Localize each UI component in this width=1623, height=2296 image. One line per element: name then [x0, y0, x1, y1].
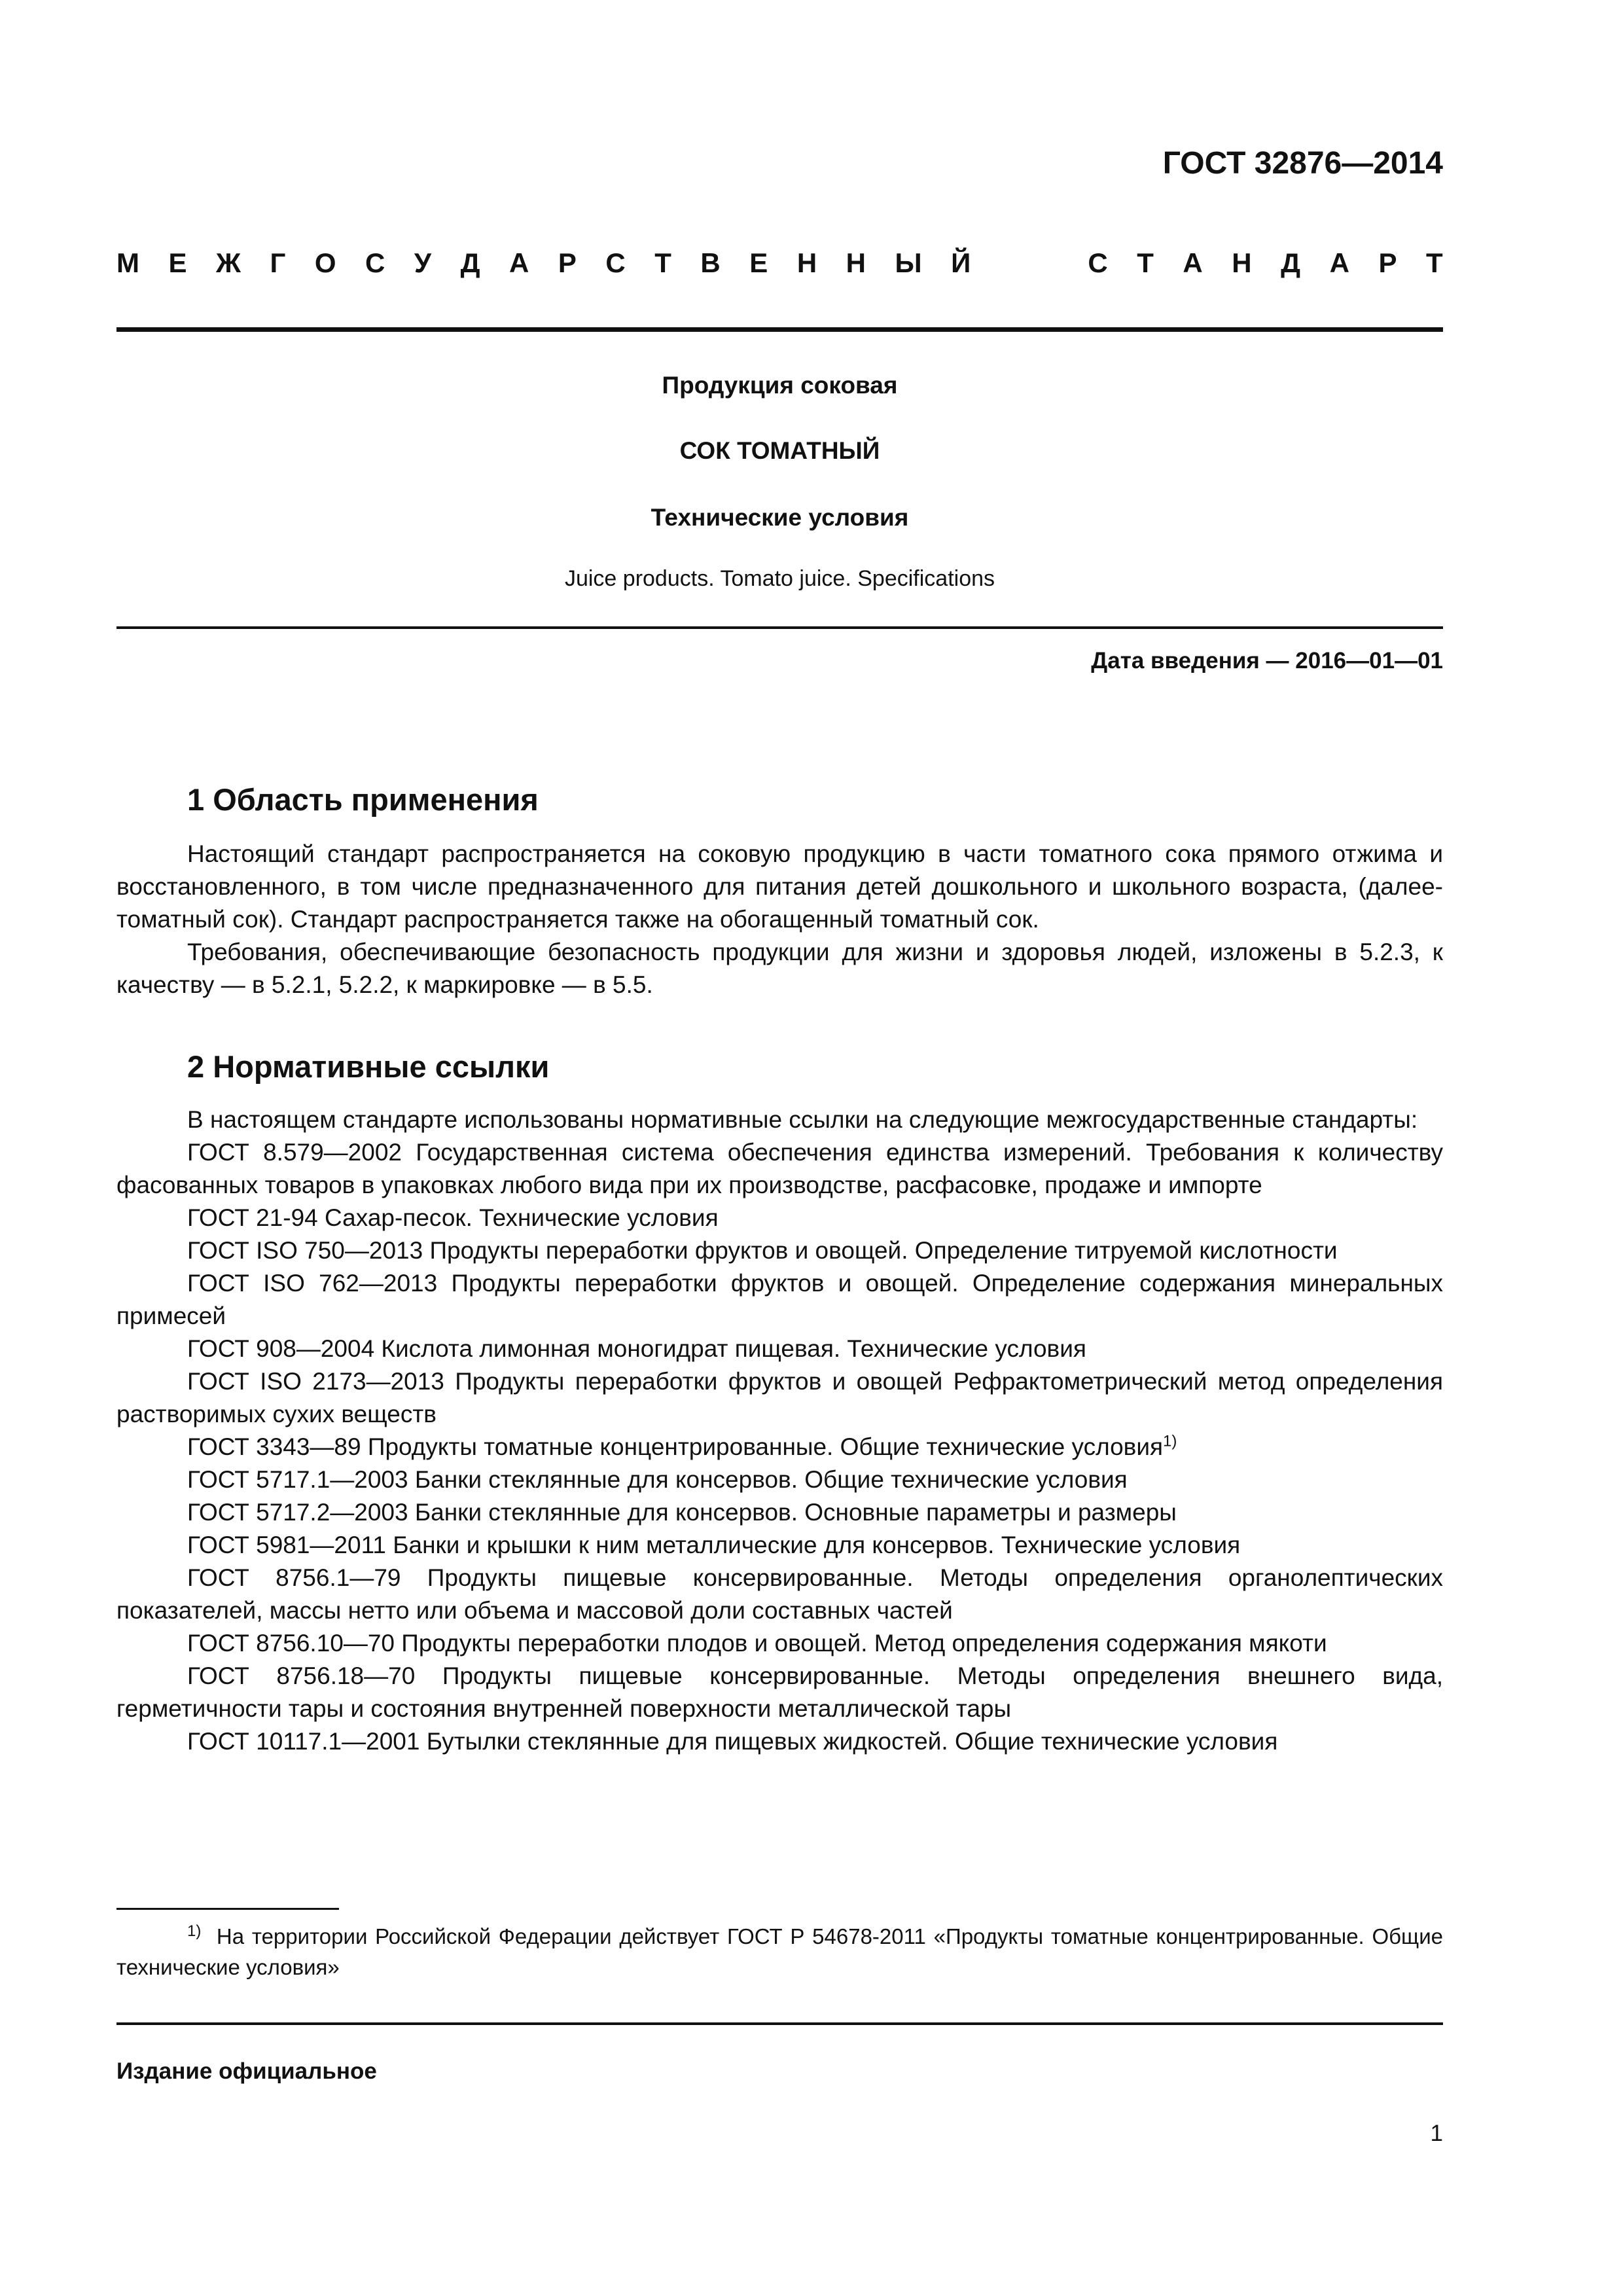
- heading-letter: Ы: [895, 247, 922, 278]
- title-line-2: СОК ТОМАТНЫЙ: [679, 437, 880, 464]
- reference-item: ГОСТ 21-94 Сахар-песок. Технические условия: [187, 1204, 719, 1231]
- paragraph: В настоящем стандарте использованы нормативные ссылки на следующие межгосударственные стандарты:: [187, 1106, 1418, 1133]
- heading-letter: Н: [846, 247, 866, 278]
- heading-letter: Д: [460, 247, 480, 278]
- reference-item: ГОСТ 5717.2—2003 Банки стеклянные для консервов. Основные параметры и размеры: [187, 1499, 1177, 1526]
- title-english: Juice products. Tomato juice. Specifications: [564, 566, 995, 591]
- heading-letter: Т: [1137, 247, 1154, 278]
- heading-letter: Н: [1232, 247, 1252, 278]
- heading-letter: С: [605, 247, 626, 278]
- heading-letter: В: [700, 247, 721, 278]
- footnote-mark: 1): [187, 1922, 202, 1940]
- introduction-date: Дата введения — 2016—01—01: [1091, 648, 1443, 673]
- heading-letter: Й: [951, 247, 971, 278]
- heading-letter: Ж: [216, 247, 241, 278]
- reference-item: ГОСТ 8756.1—79 Продукты пищевые консервированные. Методы определения органолептических показателей, массы нетто или объема и массовой доли составных частей: [116, 1564, 1443, 1624]
- paragraph: Настоящий стандарт распространяется на соковую продукцию в части томатного сока прямого отжима и восстановленного, в том числе предназначенного для питания детей дошкольного и школьного возраста, (далее-томатный сок). Стандарт распространяется также на обогащенный томатный сок.: [116, 840, 1443, 933]
- section-normative-references: [116, 1047, 1443, 1758]
- section-2-heading: 2 Нормативные ссылки: [187, 1049, 550, 1084]
- title-line-3: Технические условия: [651, 504, 909, 531]
- reference-item: ГОСТ ISO 2173—2013 Продукты переработки фруктов и овощей Рефрактометрический метод определения растворимых сухих веществ: [116, 1368, 1443, 1427]
- reference-item: ГОСТ 908—2004 Кислота лимонная моногидрат пищевая. Технические условия: [187, 1335, 1086, 1362]
- word-gap: [1000, 247, 1059, 279]
- paragraph: Требования, обеспечивающие безопасность продукции для жизни и здоровья людей, изложены в 5.2.3, к качеству — в 5.2.1, 5.2.2, к маркировке — в 5.5.: [116, 939, 1443, 998]
- page-number: 1: [1430, 2121, 1443, 2146]
- heading-letter: Е: [168, 247, 187, 278]
- reference-item: ГОСТ 8756.18—70 Продукты пищевые консервированные. Методы определения внешнего вида, герметичности тары и состояния внутренней поверхности металлической тары: [116, 1662, 1443, 1722]
- heading-letter: А: [509, 247, 529, 278]
- heading-letter: А: [1329, 247, 1349, 278]
- heading-letter: Т: [1425, 247, 1443, 278]
- reference-item: ГОСТ 5717.1—2003 Банки стеклянные для консервов. Общие технические условия: [187, 1466, 1128, 1493]
- heading-letter: М: [116, 247, 139, 278]
- heading-letter: Т: [654, 247, 671, 278]
- section-1-heading: 1 Область применения: [187, 782, 539, 817]
- reference-item: ГОСТ 8.579—2002 Государственная система обеспечения единства измерений. Требования к количеству фасованных товаров в упаковках любого вида при их производстве, расфасовке, продаже и импорте: [116, 1139, 1443, 1198]
- heading-letter: О: [314, 247, 336, 278]
- reference-text: ГОСТ 3343—89 Продукты томатные концентрированные. Общие технические условия: [187, 1433, 1164, 1460]
- title-divider: [116, 626, 1443, 629]
- heading-letter: С: [365, 247, 385, 278]
- reference-item: [116, 1431, 1443, 1463]
- heading-letter: Е: [749, 247, 768, 278]
- heading-letter: Р: [558, 247, 577, 278]
- heading-letter: У: [414, 247, 432, 278]
- footnote-reference: 1): [1163, 1432, 1177, 1450]
- footnote: [116, 1921, 1443, 1982]
- interstate-standard-heading: [116, 247, 1443, 279]
- reference-item: ГОСТ 8756.10—70 Продукты переработки плодов и овощей. Метод определения содержания мякоти: [187, 1630, 1327, 1657]
- reference-item: ГОСТ ISO 762—2013 Продукты переработки фруктов и овощей. Определение содержания минеральных примесей: [116, 1270, 1443, 1329]
- footnote-divider: [116, 1908, 339, 1910]
- reference-item: ГОСТ ISO 750—2013 Продукты переработки фруктов и овощей. Определение титруемой кислотности: [187, 1237, 1338, 1264]
- heading-letter: Д: [1281, 247, 1301, 278]
- document-number: ГОСТ 32876—2014: [1162, 146, 1443, 181]
- section-scope: [116, 780, 1443, 1001]
- heading-letter: С: [1088, 247, 1108, 278]
- heading-letter: А: [1183, 247, 1203, 278]
- reference-item: ГОСТ 5981—2011 Банки и крышки к ним металлические для консервов. Технические условия: [187, 1532, 1241, 1558]
- header-divider: [116, 327, 1443, 332]
- official-edition-label: Издание официальное: [116, 2058, 377, 2084]
- heading-letter: Г: [270, 247, 286, 278]
- heading-letter: Н: [796, 247, 817, 278]
- heading-letter: Р: [1378, 247, 1397, 278]
- title-line-1: Продукция соковая: [662, 372, 898, 399]
- footer-divider: [116, 2022, 1443, 2025]
- footnote-text: На территории Российской Федерации действует ГОСТ Р 54678-2011 «Продукты томатные концентрированные. Общие технические условия»: [116, 1924, 1443, 1979]
- reference-item: ГОСТ 10117.1—2001 Бутылки стеклянные для пищевых жидкостей. Общие технические условия: [187, 1728, 1278, 1755]
